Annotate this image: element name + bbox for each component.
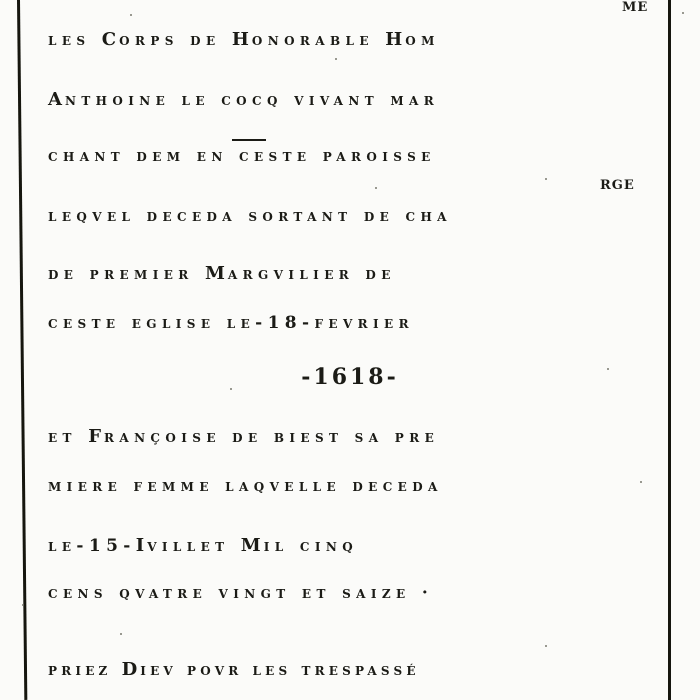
line-9-text: miere femme laqvelle deceda xyxy=(48,476,443,496)
speck xyxy=(545,645,547,647)
inscription-line-8 xyxy=(48,421,439,446)
word-de-premier: de premier xyxy=(48,264,205,284)
line-3-text: chant dem en ceste paroisse xyxy=(48,146,436,166)
initial-c: c xyxy=(101,22,120,51)
speck xyxy=(130,14,132,16)
word-les: les xyxy=(48,30,102,50)
speck xyxy=(375,187,377,189)
initial-m: m xyxy=(240,528,264,557)
initial-a: a xyxy=(48,82,65,111)
initial-f: f xyxy=(88,419,104,448)
line-2-rest: nthoine le cocq vivant mar xyxy=(64,90,440,110)
word-argvilier-de: argvilier de xyxy=(227,264,396,284)
speck xyxy=(22,604,24,606)
inscription-line-10 xyxy=(48,530,358,555)
initial-i: i xyxy=(135,528,148,557)
inscription-line-11 xyxy=(48,585,433,602)
speck xyxy=(120,633,122,635)
right-border-rule xyxy=(668,0,671,700)
speck xyxy=(230,388,232,390)
line-8-rest: rançoise de biest sa pre xyxy=(103,427,440,447)
superscript-me: ME xyxy=(622,0,649,15)
inscription-line-1 xyxy=(48,24,440,49)
speck xyxy=(682,12,684,14)
superscript-rge: RGE xyxy=(600,178,635,193)
inscription-line-5 xyxy=(48,258,396,283)
inscription-line-9 xyxy=(48,478,443,495)
inscription-line-3 xyxy=(48,148,436,165)
word-onorable: onorable xyxy=(251,30,386,50)
initial-h: h xyxy=(385,22,406,51)
word-priez: priez xyxy=(48,660,122,680)
speck xyxy=(545,178,547,180)
line-11-text: cens qvatre vingt et saize · xyxy=(48,583,434,603)
word-il-cinq: il cinq xyxy=(263,536,359,556)
word-villet: villet xyxy=(147,536,241,556)
line-4-text: leqvel deceda sortant de cha xyxy=(48,206,452,226)
abbreviation-overbar xyxy=(232,139,266,141)
speck xyxy=(640,481,642,483)
word-et: et xyxy=(48,427,89,447)
inscription-line-12 xyxy=(48,654,420,679)
left-border-rule xyxy=(17,0,27,700)
initial-d: d xyxy=(121,652,141,681)
inscription-line-2 xyxy=(48,84,439,109)
line-6-text: ceste eglise le-18-fevrier xyxy=(48,313,414,333)
inscription-line-4 xyxy=(48,208,452,225)
inscription-line-6 xyxy=(48,315,414,332)
initial-h: h xyxy=(231,22,252,51)
word-le-15: le-15- xyxy=(48,536,136,556)
initial-m: m xyxy=(204,256,228,285)
speck xyxy=(335,58,337,60)
word-om: om xyxy=(405,30,440,50)
year-1618: -1618- xyxy=(301,364,399,390)
word-orps-de: orps de xyxy=(119,30,232,50)
line-12-rest: iev povr les trespassé xyxy=(140,660,420,680)
